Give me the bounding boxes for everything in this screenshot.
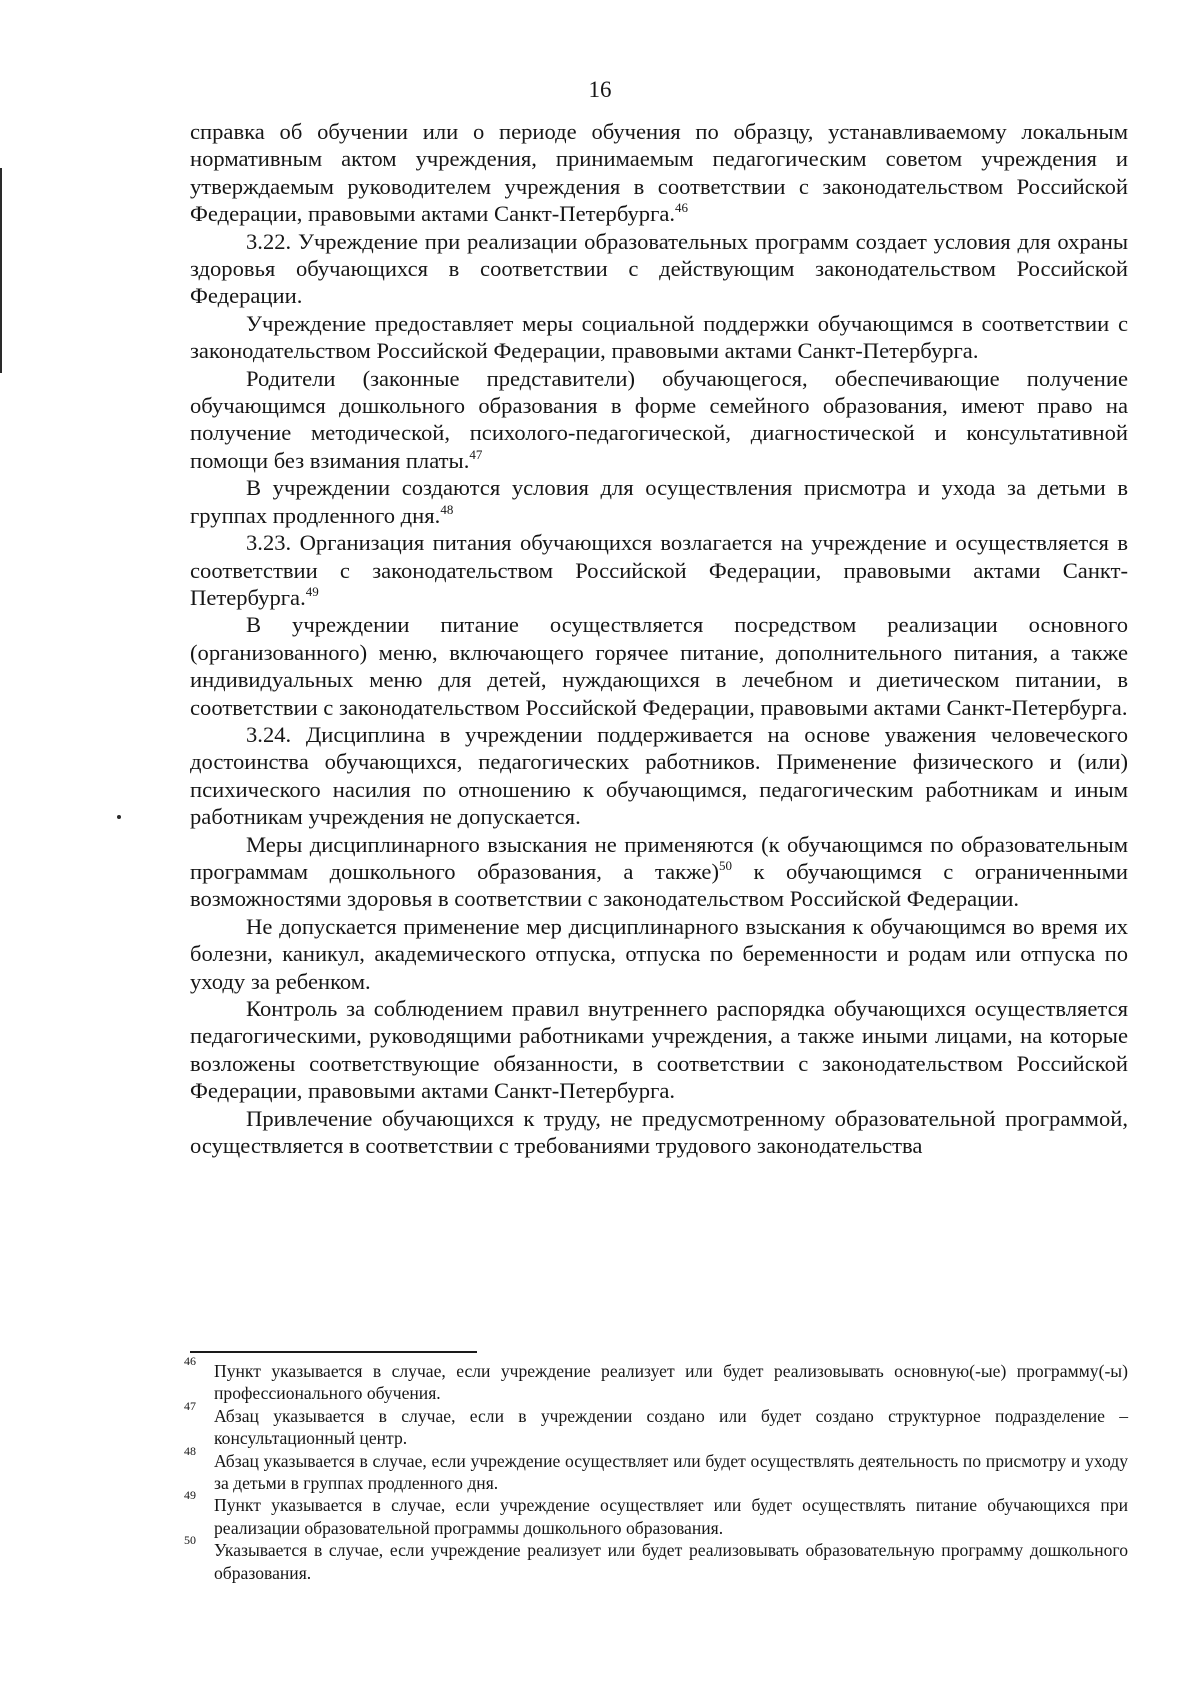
footnote-ref[interactable]: 46 bbox=[675, 200, 689, 216]
footnote-number: 47 bbox=[184, 1398, 196, 1413]
footnote-divider bbox=[190, 1351, 477, 1353]
footnote-ref[interactable]: 49 bbox=[305, 583, 319, 599]
paragraph bbox=[190, 529, 1128, 611]
paragraph bbox=[190, 611, 1128, 721]
footnote-number: 46 bbox=[184, 1354, 196, 1368]
paragraph bbox=[190, 118, 1128, 228]
footnote-text: Пункт указывается в случае, если учреждение осуществляет или будет осуществлять питание обучающихся при реализации образовательной программы дошкольного образования. bbox=[214, 1495, 1128, 1538]
paragraph-text: В учреждении создаются условия для осуществления присмотра и ухода за детьми в группах продленного дня. bbox=[190, 475, 1128, 528]
paragraph bbox=[190, 365, 1128, 475]
paragraph-text: Родители (законные представители) обучающегося, обеспечивающие получение обучающимся дошкольного образования в форме семейного образования, имеют право на получение методической, психолого-педагогической, диагностической и консультативной помощи без взимания платы. bbox=[190, 365, 1128, 473]
footnote-ref[interactable]: 50 bbox=[718, 857, 732, 873]
footnote bbox=[184, 1488, 1128, 1539]
paragraph bbox=[190, 995, 1128, 1105]
footnote bbox=[184, 1533, 1128, 1584]
footnote-ref[interactable]: 47 bbox=[469, 446, 483, 462]
footnote bbox=[184, 1443, 1128, 1495]
paragraph bbox=[190, 1105, 1128, 1160]
footnote bbox=[184, 1354, 1128, 1405]
scan-edge-mark bbox=[0, 168, 2, 373]
footnote-number: 50 bbox=[184, 1533, 196, 1548]
paragraph bbox=[190, 721, 1128, 831]
paragraph-text: к обучающимся с ограниченными возможностями здоровья в соответствии с законодательством Российской Федерации. bbox=[190, 858, 1128, 912]
footnotes bbox=[184, 1354, 1128, 1584]
paragraph bbox=[190, 913, 1128, 995]
footnote-text: Абзац указывается в случае, если учреждение осуществляет или будет осуществлять деятельность по присмотру и уходу за детьми в группах продленного дня. bbox=[214, 1450, 1128, 1494]
footnote bbox=[184, 1398, 1128, 1450]
paragraph bbox=[190, 474, 1128, 529]
footnote-text: Указывается в случае, если учреждение реализует или будет реализовывать образовательную программу дошкольного образования. bbox=[214, 1540, 1128, 1583]
footnote-number: 48 bbox=[184, 1443, 196, 1458]
paragraph-text: В учреждении питание осуществляется посредством реализации основного (организованного) меню, включающего горячее питание, дополнительного питания, а также индивидуальных меню для детей, нуждающихся в лечебном и диетическом питании, в соответствии с законодательством Российской Федерации, правовыми актами Санкт-Петербурга. bbox=[190, 612, 1128, 720]
paragraph-text: 3.22. Учреждение при реализации образовательных программ создает условия для охраны здоровья обучающихся в соответствии с действующим законодательством Российской Федерации. bbox=[190, 228, 1128, 309]
footnote-text: Абзац указывается в случае, если в учреждении создано или будет создано структурное подразделение – консультационный центр. bbox=[214, 1405, 1128, 1449]
page-number: 16 bbox=[588, 77, 612, 102]
body-text bbox=[190, 118, 1128, 1159]
paragraph-text: 3.23. Организация питания обучающихся возлагается на учреждение и осуществляется в соответствии с законодательством Российской Федерации, правовыми актами Санкт-Петербурга. bbox=[190, 530, 1128, 610]
paragraph bbox=[190, 310, 1128, 365]
scan-dot bbox=[117, 815, 121, 819]
footnote-ref[interactable]: 48 bbox=[440, 501, 454, 517]
paragraph bbox=[190, 831, 1128, 913]
paragraph-text: Учреждение предоставляет меры социальной поддержки обучающимся в соответствии с законодательством Российской Федерации, правовыми актами Санкт-Петербурга. bbox=[190, 310, 1128, 364]
paragraph-text: 3.24. Дисциплина в учреждении поддерживается на основе уважения человеческого достоинства обучающихся, педагогических работников. Применение физического и (или) психического насилия по отношению к обучающимся, педагогическим работникам и иным работникам учреждения не допускается. bbox=[190, 721, 1128, 830]
paragraph-text: Контроль за соблюдением правил внутреннего распорядка обучающихся осуществляется педагогическими, руководящими работниками учреждения, а также иными лицами, на которые возложены соответствующие обязанности, в соответствии с законодательством Российской Федерации, правовыми актами Санкт-Петербурга. bbox=[190, 996, 1128, 1104]
footnote-number: 49 bbox=[184, 1488, 196, 1503]
footnote-text: Пункт указывается в случае, если учреждение реализует или будет реализовывать основную(-ые) программу(-ы) профессионального обучения. bbox=[214, 1361, 1128, 1404]
paragraph-text: Привлечение обучающихся к труду, не предусмотренному образовательной программой, осуществляется в соответствии с требованиями трудового законодательства bbox=[190, 1105, 1128, 1159]
paragraph-text: Меры дисциплинарного взыскания не применяются (к обучающимся по образовательным программам дошкольного образования, а также) bbox=[190, 831, 1128, 884]
paragraph-text: справка об обучении или о периоде обучения по образцу, устанавливаемому локальным нормативным актом учреждения, принимаемым педагогическим советом учреждения и утверждаемым руководителем учреждения в соответствии с законодательством Российской Федерации, правовыми актами Санкт-Петербурга. bbox=[190, 119, 1128, 227]
paragraph-text: Не допускается применение мер дисциплинарного взыскания к обучающимся во время их болезни, каникул, академического отпуска, отпуска по беременности и родам или отпуска по уходу за ребенком. bbox=[190, 913, 1128, 994]
paragraph bbox=[190, 228, 1128, 310]
